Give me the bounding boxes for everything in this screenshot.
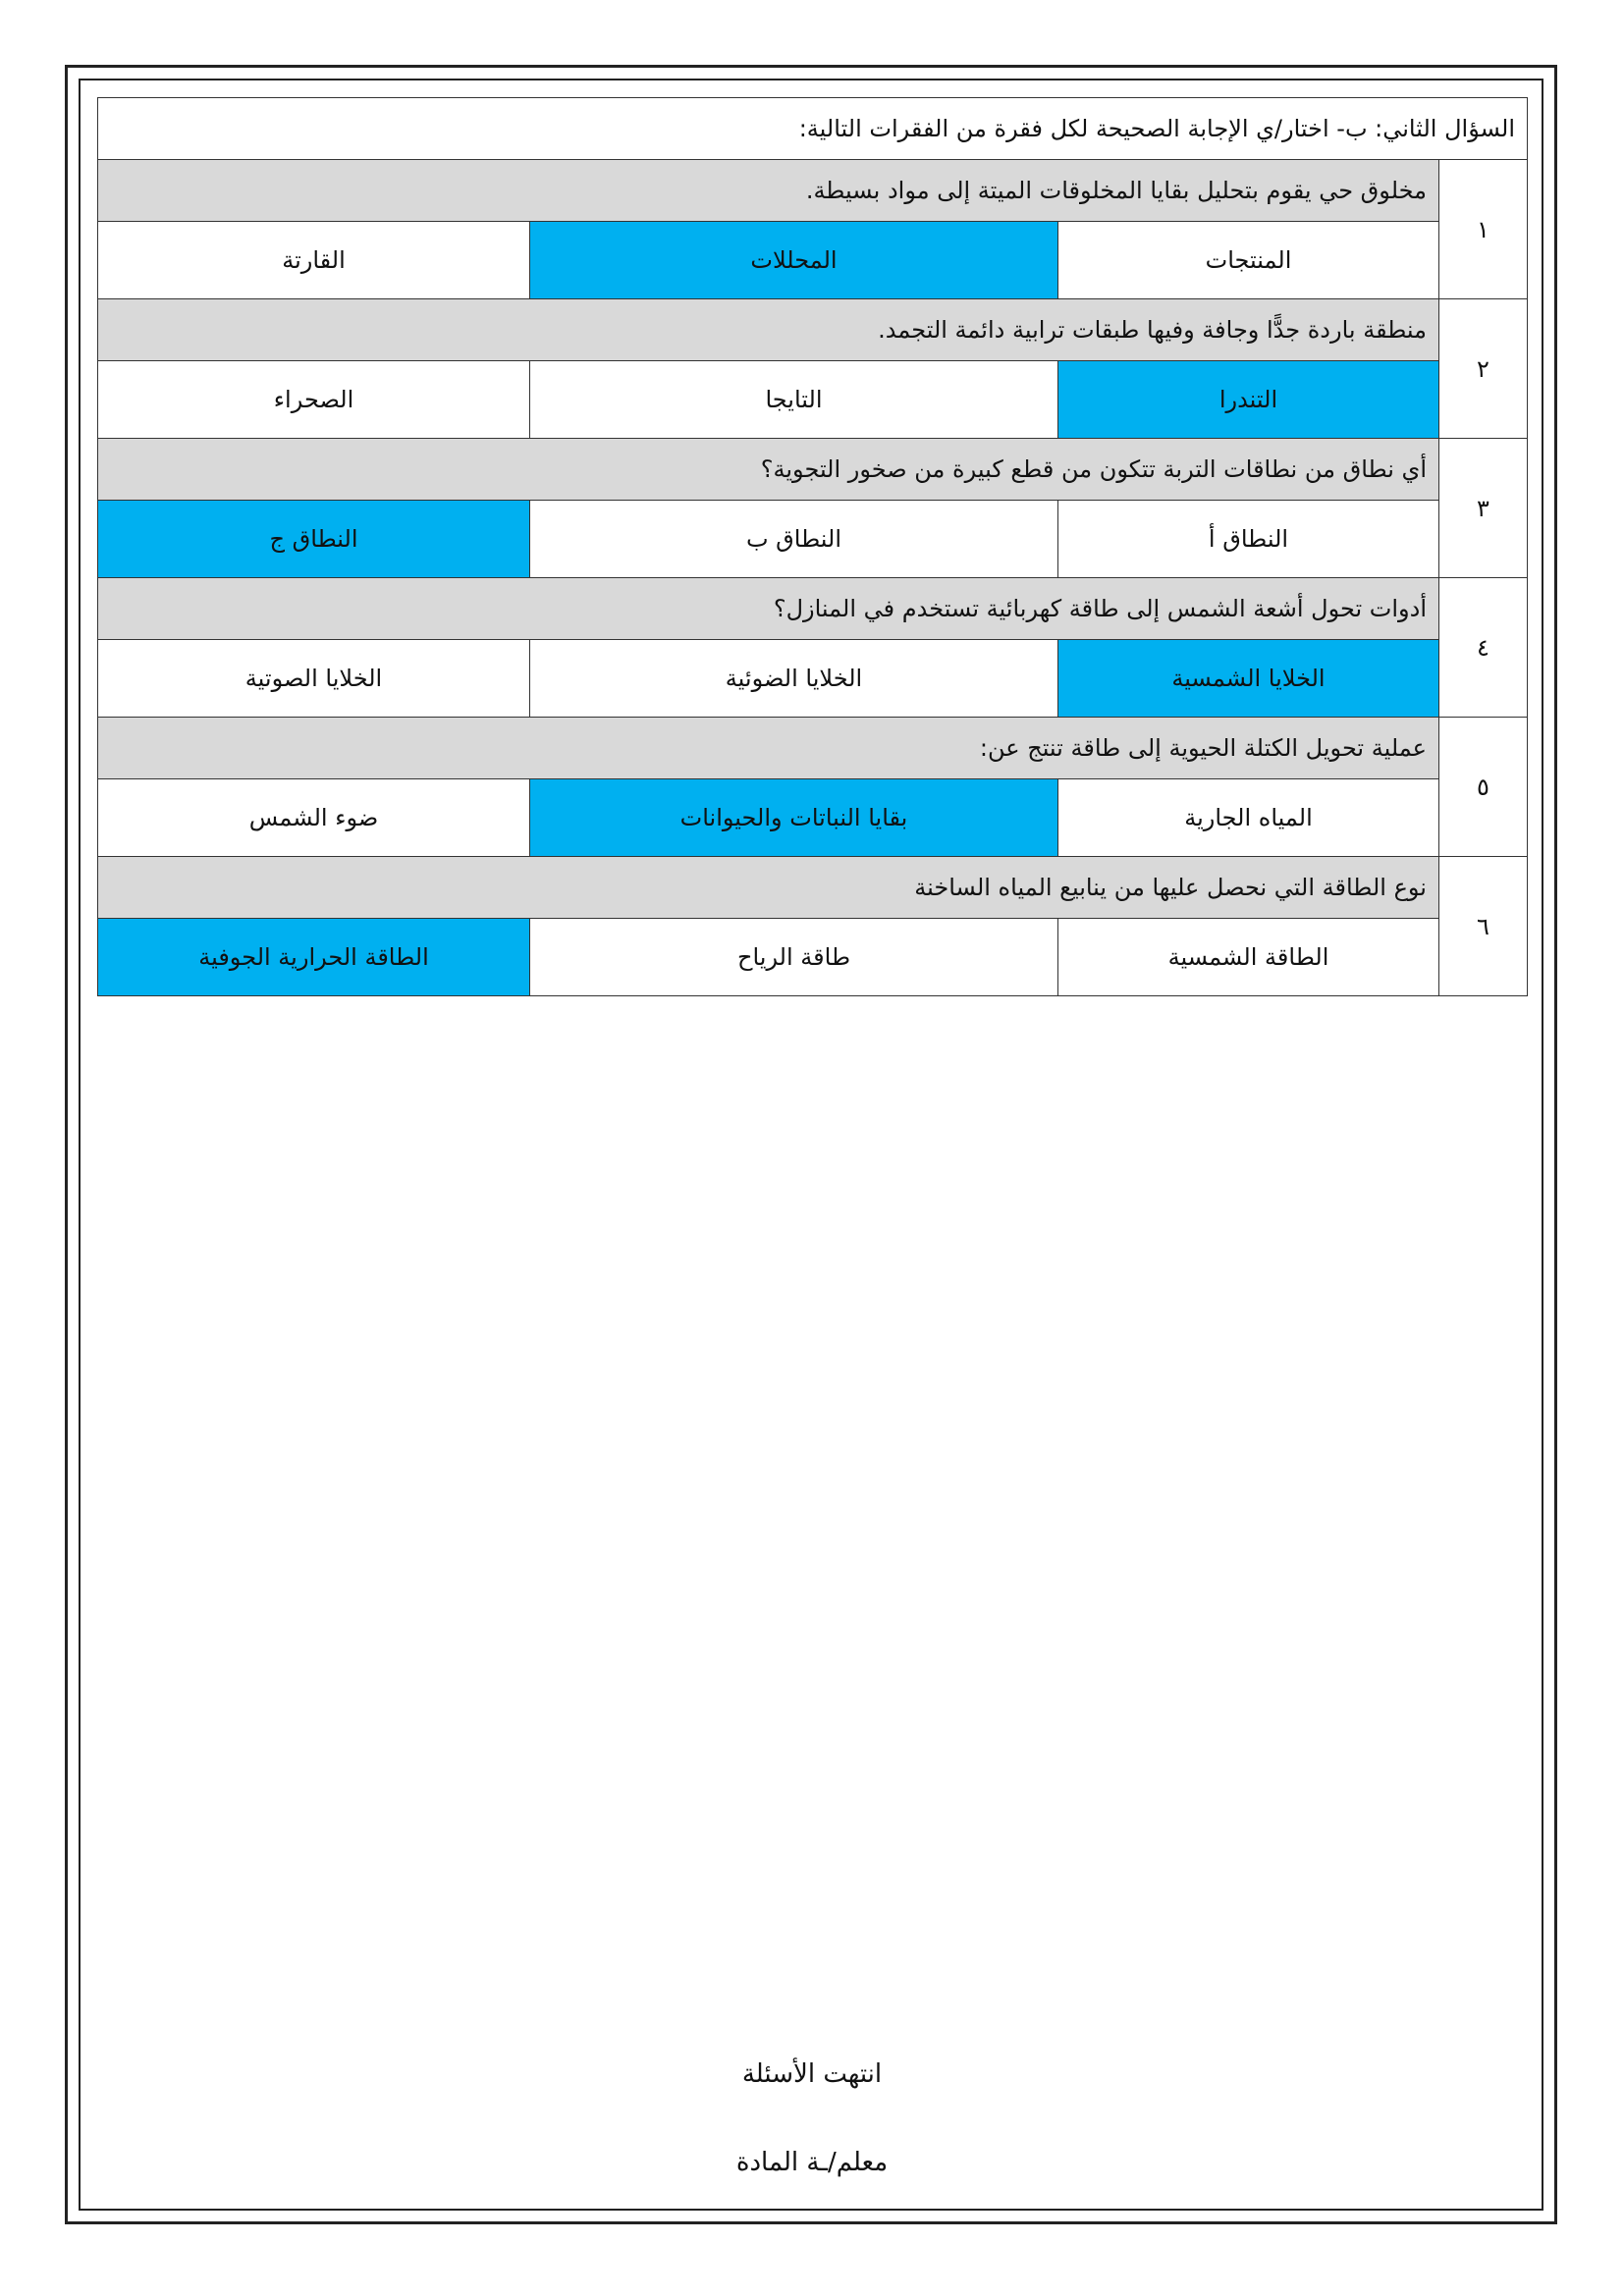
answer-option[interactable]: الخلايا الصوتية xyxy=(98,640,530,718)
question-text: نوع الطاقة التي نحصل عليها من ينابيع المياه الساخنة xyxy=(98,857,1439,919)
answer-option[interactable]: ضوء الشمس xyxy=(98,779,530,857)
question-number: ٤ xyxy=(1439,578,1528,718)
question-number: ٢ xyxy=(1439,299,1528,439)
question-row xyxy=(98,299,1528,361)
options-row xyxy=(98,919,1528,996)
question-row xyxy=(98,718,1528,779)
end-of-questions: انتهت الأسئلة xyxy=(741,2059,883,2089)
question-header: السؤال الثاني: ب- اختار/ي الإجابة الصحيحة لكل فقرة من الفقرات التالية: xyxy=(98,98,1528,160)
answer-option[interactable]: التايجا xyxy=(530,361,1058,439)
question-text: منطقة باردة جدًّا وجافة وفيها طبقات ترابية دائمة التجمد. xyxy=(98,299,1439,361)
question-number: ١ xyxy=(1439,160,1528,299)
question-text: عملية تحويل الكتلة الحيوية إلى طاقة تنتج عن: xyxy=(98,718,1439,779)
answer-option-correct[interactable]: الطاقة الحرارية الجوفية xyxy=(98,919,530,996)
question-number: ٦ xyxy=(1439,857,1528,996)
question-number: ٥ xyxy=(1439,718,1528,857)
question-row xyxy=(98,857,1528,919)
options-row xyxy=(98,779,1528,857)
answer-option[interactable]: الخلايا الضوئية xyxy=(530,640,1058,718)
answer-option-correct[interactable]: بقايا النباتات والحيوانات xyxy=(530,779,1058,857)
question-row xyxy=(98,160,1528,222)
answer-option-correct[interactable]: التندرا xyxy=(1058,361,1439,439)
question-text: أي نطاق من نطاقات التربة تتكون من قطع كبيرة من صخور التجوية؟ xyxy=(98,439,1439,501)
options-row xyxy=(98,501,1528,578)
question-table xyxy=(97,97,1528,996)
answer-option-correct[interactable]: الخلايا الشمسية xyxy=(1058,640,1439,718)
question-row xyxy=(98,439,1528,501)
options-row xyxy=(98,640,1528,718)
answer-option-correct[interactable]: المحللات xyxy=(530,222,1058,299)
question-row xyxy=(98,578,1528,640)
answer-option[interactable]: القارتة xyxy=(98,222,530,299)
answer-option[interactable]: الطاقة الشمسية xyxy=(1058,919,1439,996)
question-text: مخلوق حي يقوم بتحليل بقايا المخلوقات الميتة إلى مواد بسيطة. xyxy=(98,160,1439,222)
options-row xyxy=(98,361,1528,439)
question-number: ٣ xyxy=(1439,439,1528,578)
subject-teacher: معلم/ـة المادة xyxy=(735,2148,889,2177)
answer-option[interactable]: الصحراء xyxy=(98,361,530,439)
question-text: أدوات تحول أشعة الشمس إلى طاقة كهربائية تستخدم في المنازل؟ xyxy=(98,578,1439,640)
header-row xyxy=(98,98,1528,160)
answer-option[interactable]: طاقة الرياح xyxy=(530,919,1058,996)
answer-option[interactable]: النطاق أ xyxy=(1058,501,1439,578)
answer-option[interactable]: النطاق ب xyxy=(530,501,1058,578)
answer-option-correct[interactable]: النطاق ج xyxy=(98,501,530,578)
answer-option[interactable]: المياه الجارية xyxy=(1058,779,1439,857)
answer-option[interactable]: المنتجات xyxy=(1058,222,1439,299)
options-row xyxy=(98,222,1528,299)
